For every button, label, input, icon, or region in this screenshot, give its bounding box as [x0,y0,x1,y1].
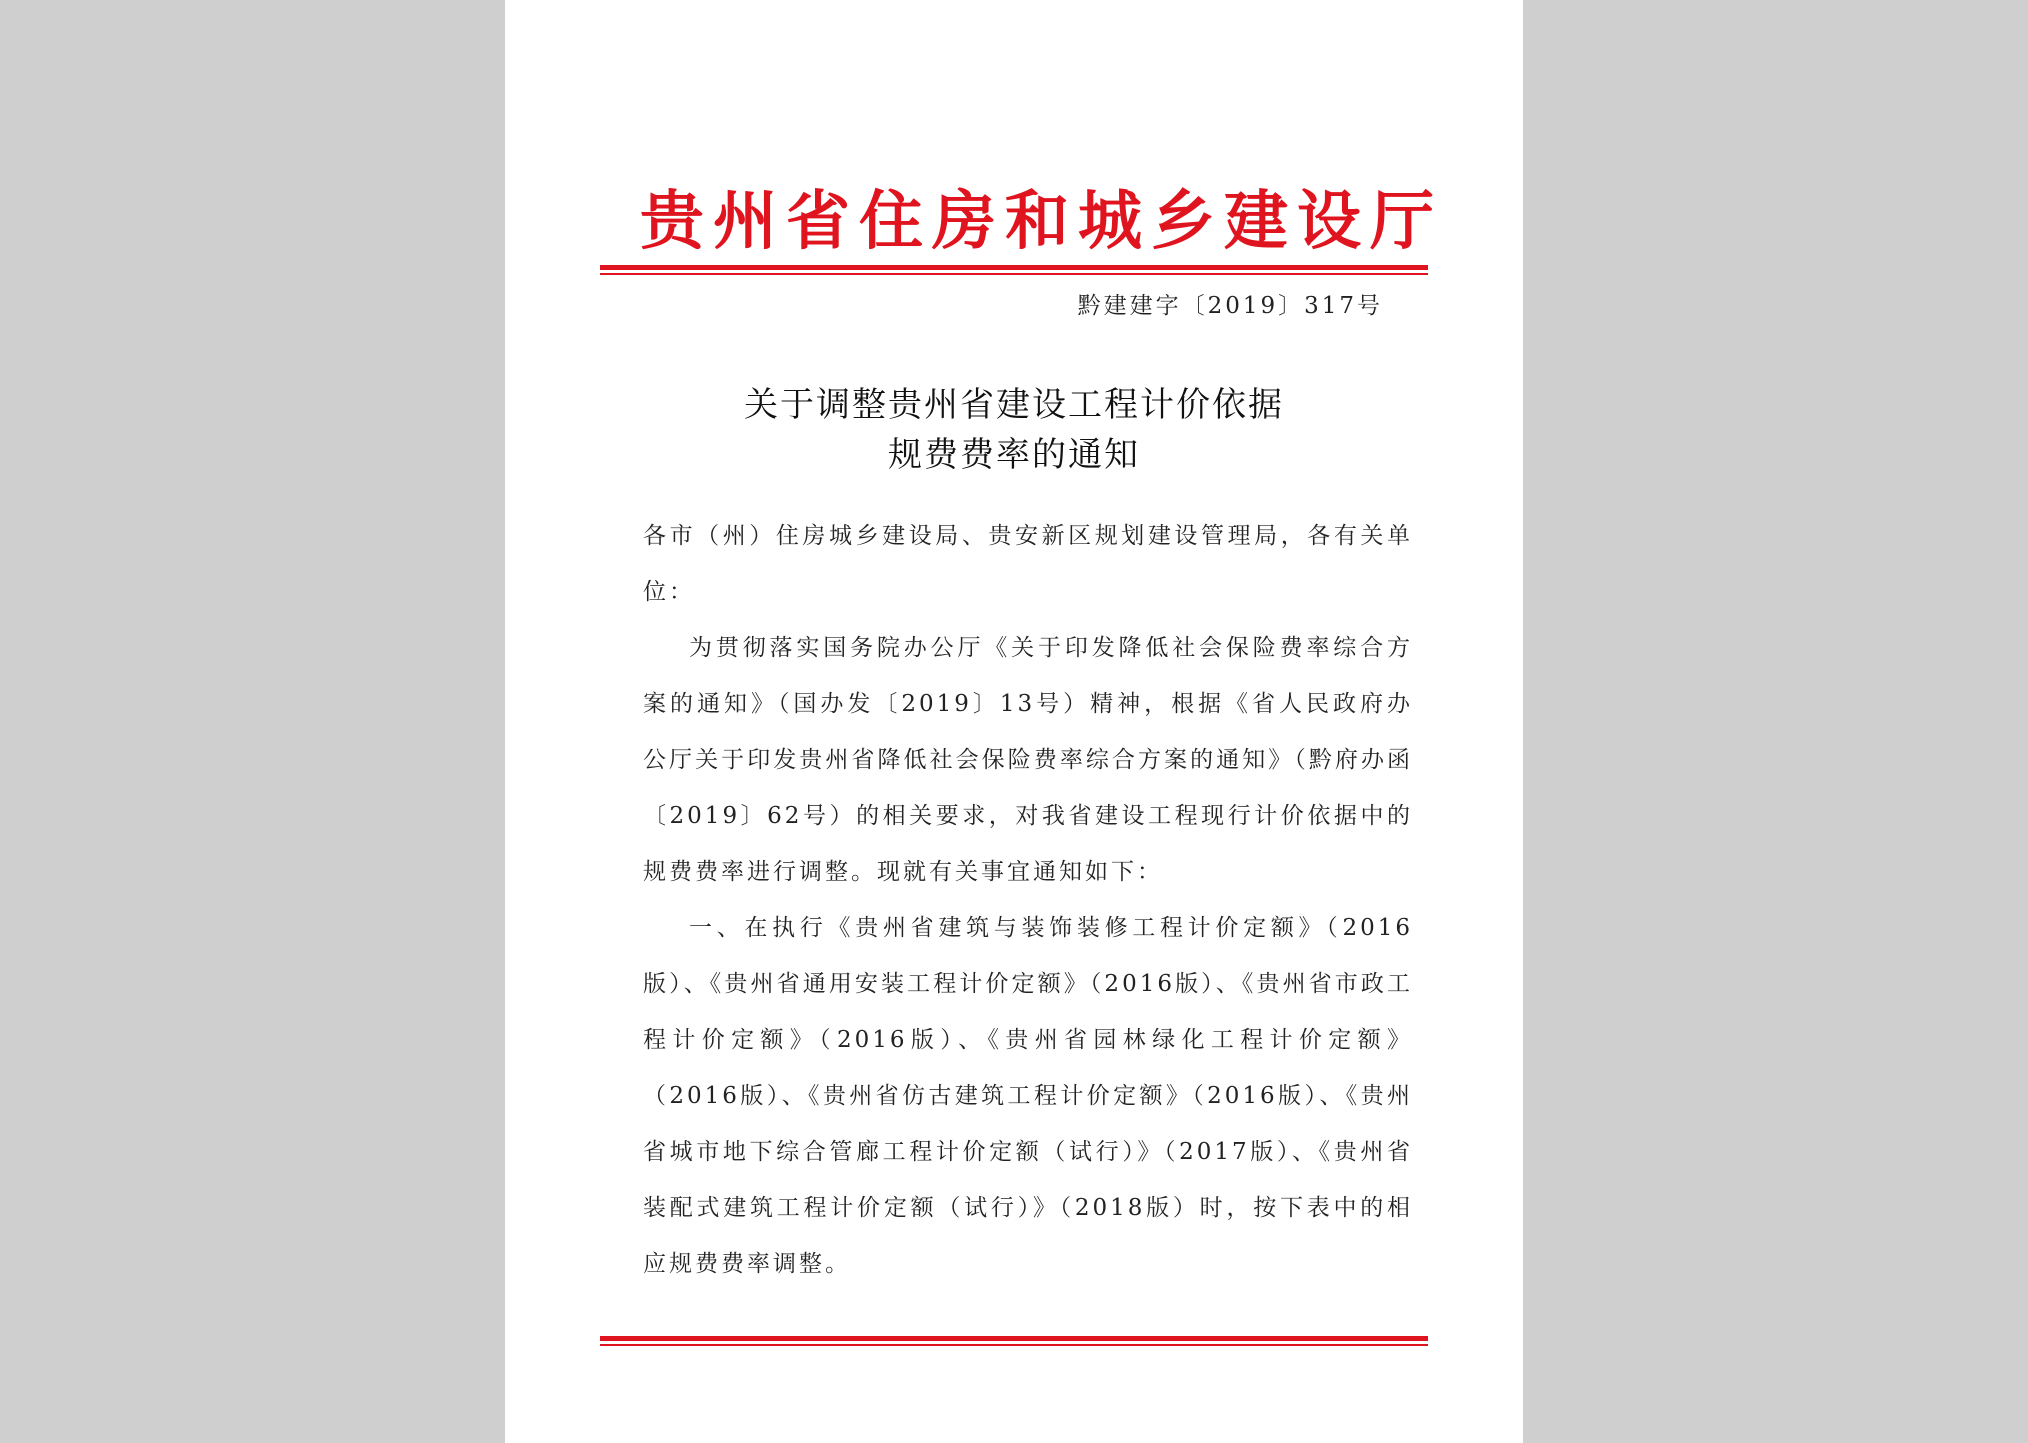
salutation: 各市（州）住房城乡建设局、贵安新区规划建设管理局，各有关单位： [643,523,1413,605]
agency-letterhead: 贵州省住房和城乡建设厅 [640,185,1443,259]
footer-red-rule [600,1336,1428,1346]
document-number: 黔建建字〔2019〕317号 [1077,293,1383,319]
document-page [505,0,1523,1443]
paragraph-1: 为贯彻落实国务院办公厅《关于印发降低社会保险费率综合方案的通知》（国办发〔2019〕13号）精神，根据《省人民政府办公厅关于印发贵州省降低社会保险费率综合方案的通知》（黔府办函〔2019〕62号）的相关要求，对我省建设工程现行计价依据中的规费费率进行调整。现就有关事宜通知如下： [643,635,1413,885]
paragraph-2: 一、在执行《贵州省建筑与装饰装修工程计价定额》（2016版）、《贵州省通用安装工程计价定额》（2016版）、《贵州省市政工程计价定额》（2016版）、《贵州省园林绿化工程计价定额》（2016版）、《贵州省仿古建筑工程计价定额》（2016版）、《贵州省城市地下综合管廊工程计价定额（试行）》（2017版）、《贵州省装配式建筑工程计价定额（试行）》（2018版）时，按下表中的相应规费费率调整。 [643,915,1413,1277]
document-body [643,508,1413,1292]
letterhead-red-rule [600,265,1428,275]
document-title [505,380,1523,480]
red-rule-thin [600,1344,1428,1346]
title-line-1: 关于调整贵州省建设工程计价依据 [744,385,1284,425]
title-line-2: 规费费率的通知 [888,435,1140,475]
red-rule-thin [600,273,1428,275]
